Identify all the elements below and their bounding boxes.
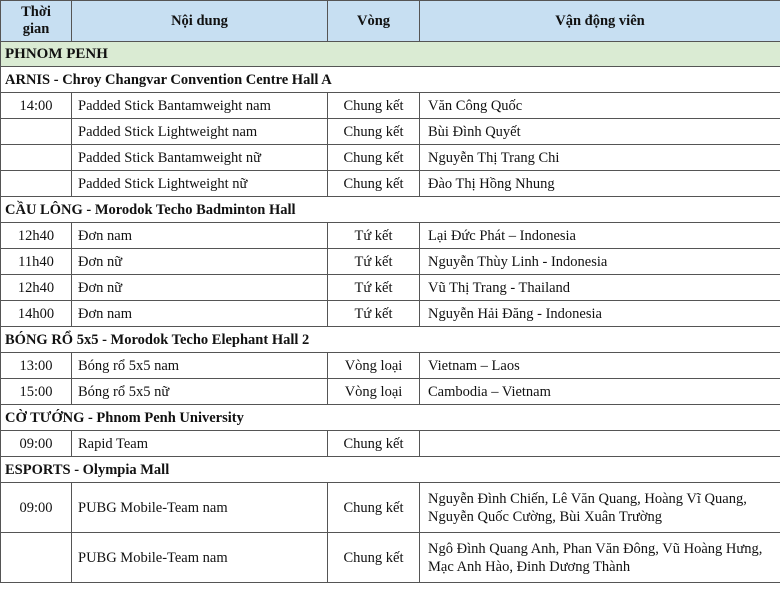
content-cell: Padded Stick Lightweight nữ [72, 171, 328, 197]
content-cell: PUBG Mobile-Team nam [72, 533, 328, 583]
content-cell: Đơn nam [72, 301, 328, 327]
time-cell: 12h40 [1, 223, 72, 249]
round-cell: Tứ kết [328, 223, 420, 249]
content-cell: Đơn nữ [72, 275, 328, 301]
athlete-cell: Vũ Thị Trang - Thailand [420, 275, 780, 301]
time-cell: 14:00 [1, 93, 72, 119]
event-row [1, 223, 780, 249]
time-cell: 15:00 [1, 379, 72, 405]
time-cell: 12h40 [1, 275, 72, 301]
city-name: PHNOM PENH [1, 42, 780, 67]
round-cell: Tứ kết [328, 301, 420, 327]
header-time: Thời gian [1, 1, 72, 42]
athlete-cell: Văn Công Quốc [420, 93, 780, 119]
venue-title: CỜ TƯỚNG - Phnom Penh University [1, 405, 780, 431]
athlete-cell: Lại Đức Phát – Indonesia [420, 223, 780, 249]
time-cell [1, 171, 72, 197]
athlete-cell: Nguyễn Hải Đăng - Indonesia [420, 301, 780, 327]
event-row [1, 483, 780, 533]
content-cell: PUBG Mobile-Team nam [72, 483, 328, 533]
time-cell: 11h40 [1, 249, 72, 275]
venue-row [1, 405, 780, 431]
venue-title: BÓNG RỔ 5x5 - Morodok Techo Elephant Hall 2 [1, 327, 780, 353]
round-cell: Vòng loại [328, 379, 420, 405]
athlete-cell: Nguyễn Đình Chiến, Lê Văn Quang, Hoàng Vĩ Quang, Nguyễn Quốc Cường, Bùi Xuân Trường [420, 483, 780, 533]
event-row [1, 171, 780, 197]
athlete-cell [420, 431, 780, 457]
event-row [1, 431, 780, 457]
event-row [1, 379, 780, 405]
round-cell: Chung kết [328, 483, 420, 533]
time-cell [1, 533, 72, 583]
venue-title: CẦU LÔNG - Morodok Techo Badminton Hall [1, 197, 780, 223]
round-cell: Tứ kết [328, 275, 420, 301]
time-cell: 14h00 [1, 301, 72, 327]
event-row [1, 301, 780, 327]
event-row [1, 119, 780, 145]
round-cell: Chung kết [328, 171, 420, 197]
event-row [1, 275, 780, 301]
content-cell: Bóng rổ 5x5 nữ [72, 379, 328, 405]
athlete-cell: Ngô Đình Quang Anh, Phan Văn Đông, Vũ Hoàng Hưng, Mạc Anh Hào, Đinh Dương Thành [420, 533, 780, 583]
athlete-cell: Nguyễn Thùy Linh - Indonesia [420, 249, 780, 275]
event-row [1, 533, 780, 583]
round-cell: Chung kết [328, 119, 420, 145]
athlete-cell: Nguyễn Thị Trang Chi [420, 145, 780, 171]
content-cell: Bóng rổ 5x5 nam [72, 353, 328, 379]
content-cell: Đơn nam [72, 223, 328, 249]
round-cell: Vòng loại [328, 353, 420, 379]
athlete-cell: Đào Thị Hồng Nhung [420, 171, 780, 197]
venue-row [1, 197, 780, 223]
venue-row [1, 457, 780, 483]
round-cell: Chung kết [328, 145, 420, 171]
round-cell: Chung kết [328, 93, 420, 119]
event-row [1, 249, 780, 275]
venue-row [1, 67, 780, 93]
header-round: Vòng [328, 1, 420, 42]
venue-title: ARNIS - Chroy Changvar Convention Centre Hall A [1, 67, 780, 93]
content-cell: Rapid Team [72, 431, 328, 457]
event-row [1, 353, 780, 379]
header-row [1, 1, 780, 42]
event-row [1, 145, 780, 171]
round-cell: Chung kết [328, 431, 420, 457]
venue-row [1, 327, 780, 353]
athlete-cell: Vietnam – Laos [420, 353, 780, 379]
time-cell: 13:00 [1, 353, 72, 379]
header-content: Nội dung [72, 1, 328, 42]
venue-title: ESPORTS - Olympia Mall [1, 457, 780, 483]
time-cell [1, 145, 72, 171]
content-cell: Padded Stick Bantamweight nam [72, 93, 328, 119]
time-cell [1, 119, 72, 145]
athlete-cell: Cambodia – Vietnam [420, 379, 780, 405]
round-cell: Tứ kết [328, 249, 420, 275]
content-cell: Padded Stick Lightweight nam [72, 119, 328, 145]
schedule-body [1, 42, 780, 583]
event-row [1, 93, 780, 119]
content-cell: Padded Stick Bantamweight nữ [72, 145, 328, 171]
athlete-cell: Bùi Đình Quyết [420, 119, 780, 145]
round-cell: Chung kết [328, 533, 420, 583]
header-athlete: Vận động viên [420, 1, 780, 42]
time-cell: 09:00 [1, 483, 72, 533]
content-cell: Đơn nữ [72, 249, 328, 275]
city-section-row [1, 42, 780, 67]
time-cell: 09:00 [1, 431, 72, 457]
